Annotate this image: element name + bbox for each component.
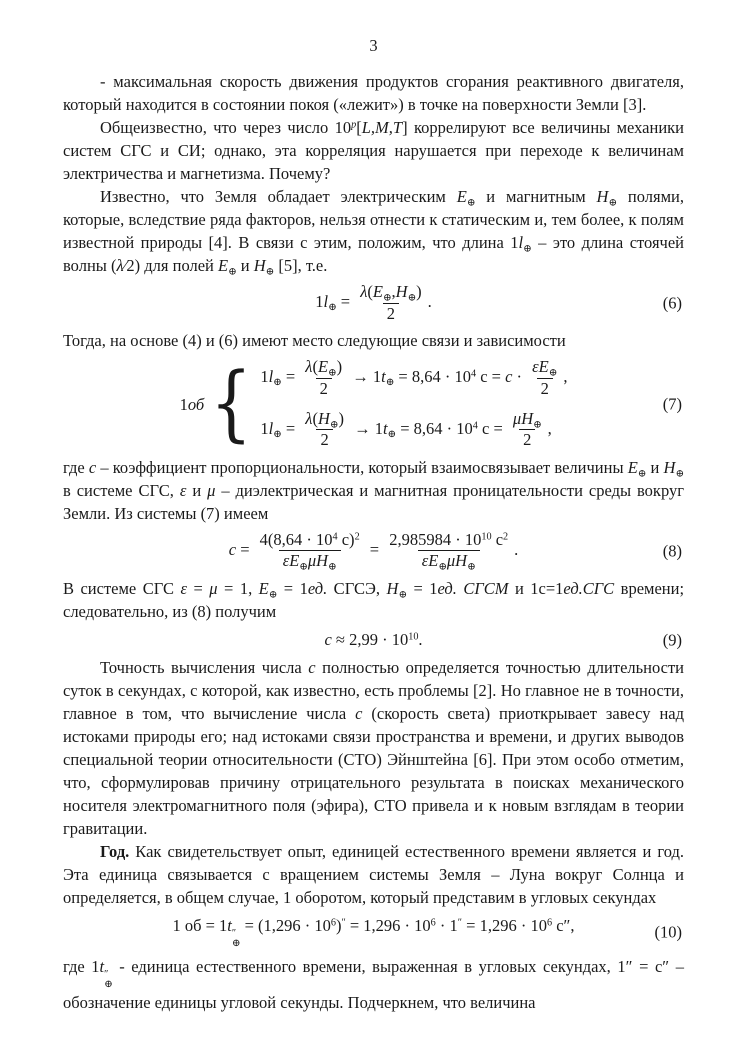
equation-number: (10): [654, 922, 682, 942]
system-row: $1l_\oplus$ = $\frac{\lambda(H_\oplus)}{2}$ → $1t_\oplus = 8,64 \cdot 10^4$ с = $\frac{\mu H_\oplus}{2}$ ,: [260, 408, 552, 450]
fraction: $\frac{\varepsilon E_\oplus}{2}$: [532, 357, 558, 398]
fraction: $\frac{\lambda(E_\oplus,H_\oplus)}{2}$: [360, 282, 422, 323]
equation-number: (7): [662, 394, 682, 414]
equation: [63, 282, 684, 324]
paragraph: Тогда, на основе (4) и (6) имеют место следующие связи и зависимости: [63, 331, 566, 351]
page-content: [63, 70, 684, 1014]
paragraph: где c – коэффициент пропорциональности, который взаимосвязывает величины $E_\oplus$ и $H_\oplus$ в системе СГС, ε и μ – диэлектрическая и магнитная проницательности среды вокруг Земли. Из системы (7) имеем: [63, 457, 684, 523]
stacked-subsup: ″ ⊕: [104, 968, 113, 991]
equation: [63, 914, 684, 950]
fraction: $\frac{\lambda(E_\oplus)}{2}$: [305, 357, 343, 398]
system-label: 1об: [179, 394, 205, 414]
equation-body: $1l_\oplus$ = $\frac{\lambda(E_\oplus,H_\oplus)}{2}$ .: [315, 282, 432, 323]
equation-body: c = $\frac{4(8,64 \cdot 10^4 с)^2}{\varepsilon E_\oplus\mu H_\oplus}$ = $\frac{2,985984 \cdot 10^{10} с^2}{\varepsilon E_\oplus\mu H_\oplus}$ .: [228, 529, 519, 573]
stacked-subsup: ″ ⊕: [231, 927, 241, 950]
paragraph: Известно, что Земля обладает электрическим $E_\oplus$ и магнитным $H_\oplus$ полями, которые, вследствие ряда факторов, нельзя отнести к статическим и, тем более, к полям известной природы [4]. В связи с этим, положим, что длина $1l_\oplus$ – это длина стоячей волны (λ⁄2) для полей $E_\oplus$ и $H_\oplus$ [5], т.е.: [63, 187, 685, 278]
equation: [63, 628, 684, 651]
paragraph: Год. Как свидетельствует опыт, единицей естественного времени является и год. Эта единица связывается с вращением системы Земля – Луна вокруг Солнца и определяется, в общем случае, 1 оборотом, который представим в угловых секундах: [63, 842, 684, 907]
paragraph: Точность вычисления числа c полностью определяется точностью длительности суток в секундах, с которой, как известно, есть проблемы [2]. Но главное не в точности, главное в том, что вычисление числа c (скорость света) приоткрывает завесу над истоками природы его; над истоками связи пространства и времени, и других выводов специальной теории относительности (СТО) Эйнштейна [6]. При этом особо отметим, что, сформулировав причину отрицательного результата в поисках механического носителя электромагнитного поля (эфира), СТО привела и к новым взглядам в теории гравитации.: [63, 658, 685, 838]
page-number: 3: [369, 36, 378, 55]
equation-number: (8): [662, 541, 682, 561]
equation: [63, 530, 684, 572]
equation-system: [63, 357, 684, 451]
equation-number: (9): [662, 630, 682, 649]
system-brace: {: [210, 356, 253, 452]
equation-body: 1 об = 1t ″ ⊕ = $(1,296 \cdot 10^6)'' = 1,296 \cdot 10^6 \cdot 1'' = 1,296 \cdot 10^6$ с″,: [172, 916, 575, 950]
fraction: $\frac{4(8,64 \cdot 10^4 с)^2}{\varepsilon E_\oplus\mu H_\oplus}$: [259, 529, 360, 573]
equation-body: $c \approx 2,99 \cdot 10^{10}$.: [324, 630, 423, 649]
paragraph: - максимальная скорость движения продуктов сгорания реактивного двигателя, который находится в состоянии покоя («лежит») в точке на поверхности Земли [3].: [63, 72, 684, 114]
fraction: $\frac{2,985984 \cdot 10^{10} с^2}{\varepsilon E_\oplus\mu H_\oplus}$: [389, 529, 509, 573]
paragraph: Общеизвестно, что через число 10$^p$[L,M,T] коррелируют все величины механики систем СГС и СИ; однако, эта корреляция нарушается при переходе к величинам электричества и магнетизма. Почему?: [63, 118, 684, 183]
equation-number: (6): [662, 293, 682, 313]
paragraph: В системе СГС ε = μ = 1, $E_\oplus = 1ед$. СГСЭ, $H_\oplus = 1ед$. СГСМ и 1с=1ед.СГС времени; следовательно, из (8) получим: [63, 579, 685, 621]
fraction: $\frac{\mu H_\oplus}{2}$: [512, 408, 542, 450]
fraction: $\frac{\lambda(H_\oplus)}{2}$: [305, 408, 344, 450]
paragraph: где 1t ″ ⊕ - единица естественного времени, выраженная в угловых секундах, 1″ = с″ – обозначение единицы угловой секунды. Подчеркнем, что величина: [63, 957, 684, 1013]
system-row: $1l_\oplus$ = $\frac{\lambda(E_\oplus)}{2}$ → $1t_\oplus = 8,64 \cdot 10^4$ с = c · $\frac{\varepsilon E_\oplus}{2}$ ,: [260, 357, 568, 398]
